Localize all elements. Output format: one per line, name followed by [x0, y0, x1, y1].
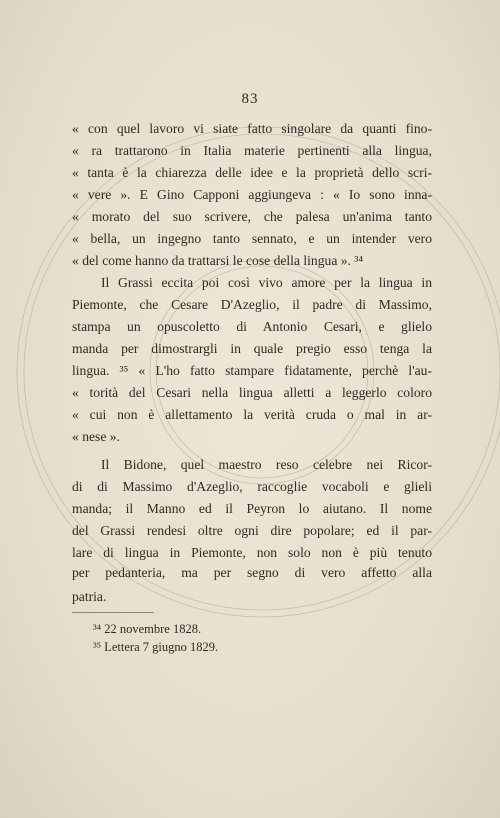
text-line: Il Bidone, quel maestro reso celebre nei Ricor- [101, 457, 432, 472]
text-line: patria. [72, 589, 107, 604]
text-line: di di Massimo d'Azeglio, raccoglie vocaboli e glieli [72, 479, 432, 494]
text-line: « morato del suo scrivere, che palesa un'anima tanto [72, 209, 432, 224]
text-line: del Grassi rendesi oltre ogni dire popolare; ed il par- [72, 523, 432, 538]
text-line: « con quel lavoro vi siate fatto singolare da quanti fino- [72, 121, 432, 136]
text-line: per pedanteria, ma per segno di vero affetto alla [72, 565, 432, 580]
text-line: « bella, un ingegno tanto sennato, e un intender vero [72, 231, 432, 246]
text-line: Il Grassi eccita poi così vivo amore per la lingua in [101, 275, 432, 290]
text-line: manda; il Manno ed il Peyron lo aiutano. Il nome [72, 501, 432, 516]
footnote: ³⁴ 22 novembre 1828. [93, 622, 202, 636]
text-line: « ra trattarono in Italia materie pertinenti alla lingua, [72, 143, 432, 158]
text-line: « vere ». E Gino Capponi aggiungeva : « Io sono inna- [72, 187, 432, 202]
page-number: 83 [241, 91, 259, 107]
text-line: stampa un opuscoletto di Antonio Cesari, e glielo [72, 319, 432, 334]
text-line: manda per dimostrargli in quale pregio esso tenga la [72, 341, 432, 356]
footnote: ³⁵ Lettera 7 giugno 1829. [93, 640, 219, 654]
text-line: « cui non è allettamento la verità cruda o mal in ar- [72, 407, 432, 422]
text-line: lingua. ³⁵ « L'ho fatto stampare fidatamente, perchè l'au- [72, 363, 432, 378]
footnote-divider [72, 612, 154, 613]
text-line: « tanta è la chiarezza delle idee e la proprietà dello scri- [72, 165, 432, 180]
text-line: lare di lingua in Piemonte, non solo non è più tenuto [72, 545, 432, 560]
text-line: « torità del Cesari nella lingua alletti a leggerlo coloro [72, 385, 432, 400]
text-line: « del come hanno da trattarsi le cose della lingua ». ³⁴ [72, 253, 364, 268]
text-line: « nese ». [72, 429, 120, 444]
text-line: Piemonte, che Cesare D'Azeglio, il padre di Massimo, [72, 297, 432, 312]
